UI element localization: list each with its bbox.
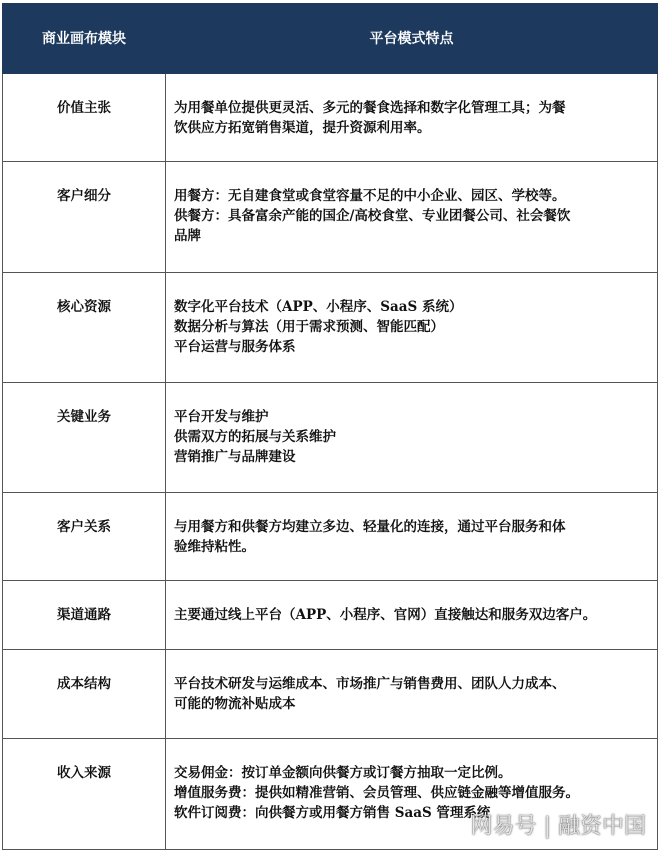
description-line: 主要通过线上平台（APP、小程序、官网）直接触达和服务双边客户。 (174, 607, 597, 623)
module-name: 成本结构 (3, 650, 166, 739)
table-row (3, 581, 658, 650)
module-description (166, 650, 658, 739)
description-line: 营销推广与品牌建设 (174, 449, 296, 465)
module-name: 关键业务 (3, 383, 166, 493)
table-row (3, 383, 658, 493)
table-row (3, 74, 658, 162)
description-line: 供需双方的拓展与关系维护 (174, 429, 336, 445)
module-name: 价值主张 (3, 74, 166, 162)
table-header-row (3, 4, 658, 74)
description-line: 与用餐方和供餐方均建立多边、轻量化的连接，通过平台服务和体 (174, 519, 566, 535)
description-line: 验维持粘性。 (174, 539, 255, 555)
module-name: 收入来源 (3, 739, 166, 850)
description-line: 交易佣金：按订单金额向供餐方或订餐方抽取一定比例。 (174, 765, 512, 781)
module-name: 客户细分 (3, 162, 166, 273)
description-line: 可能的物流补贴成本 (174, 696, 296, 712)
table-row (3, 162, 658, 273)
table-row (3, 493, 658, 581)
description-line: 软件订阅费：向供餐方或用餐方销售 SaaS 管理系统 (174, 805, 491, 821)
module-description (166, 383, 658, 493)
description-line: 平台开发与维护 (174, 409, 269, 425)
header-features: 平台模式特点 (166, 4, 658, 74)
module-name: 核心资源 (3, 273, 166, 383)
module-name: 客户关系 (3, 493, 166, 581)
table-row (3, 650, 658, 739)
header-module: 商业画布模块 (3, 4, 166, 74)
watermark: 网易号 | 融资中国 (470, 814, 646, 839)
module-name: 渠道通路 (3, 581, 166, 650)
description-line: 增值服务费：提供如精准营销、会员管理、供应链金融等增值服务。 (174, 785, 579, 801)
module-description (166, 273, 658, 383)
business-canvas-table (2, 3, 658, 850)
module-description (166, 162, 658, 273)
table-row (3, 273, 658, 383)
module-description (166, 581, 658, 650)
description-line: 供餐方：具备富余产能的国企/高校食堂、专业团餐公司、社会餐饮 (174, 208, 571, 224)
description-line: 数据分析与算法（用于需求预测、智能匹配） (174, 319, 444, 335)
description-line: 饮供应方拓宽销售渠道，提升资源利用率。 (174, 120, 431, 136)
description-line: 数字化平台技术（APP、小程序、SaaS 系统） (174, 299, 463, 315)
module-description (166, 493, 658, 581)
description-line: 平台技术研发与运维成本、市场推广与销售费用、团队人力成本、 (174, 676, 566, 692)
description-line: 平台运营与服务体系 (174, 339, 296, 355)
description-line: 用餐方：无自建食堂或食堂容量不足的中小企业、园区、学校等。 (174, 188, 566, 204)
description-line: 为用餐单位提供更灵活、多元的餐食选择和数字化管理工具；为餐 (174, 100, 566, 116)
module-description (166, 74, 658, 162)
description-line: 品牌 (174, 228, 201, 244)
